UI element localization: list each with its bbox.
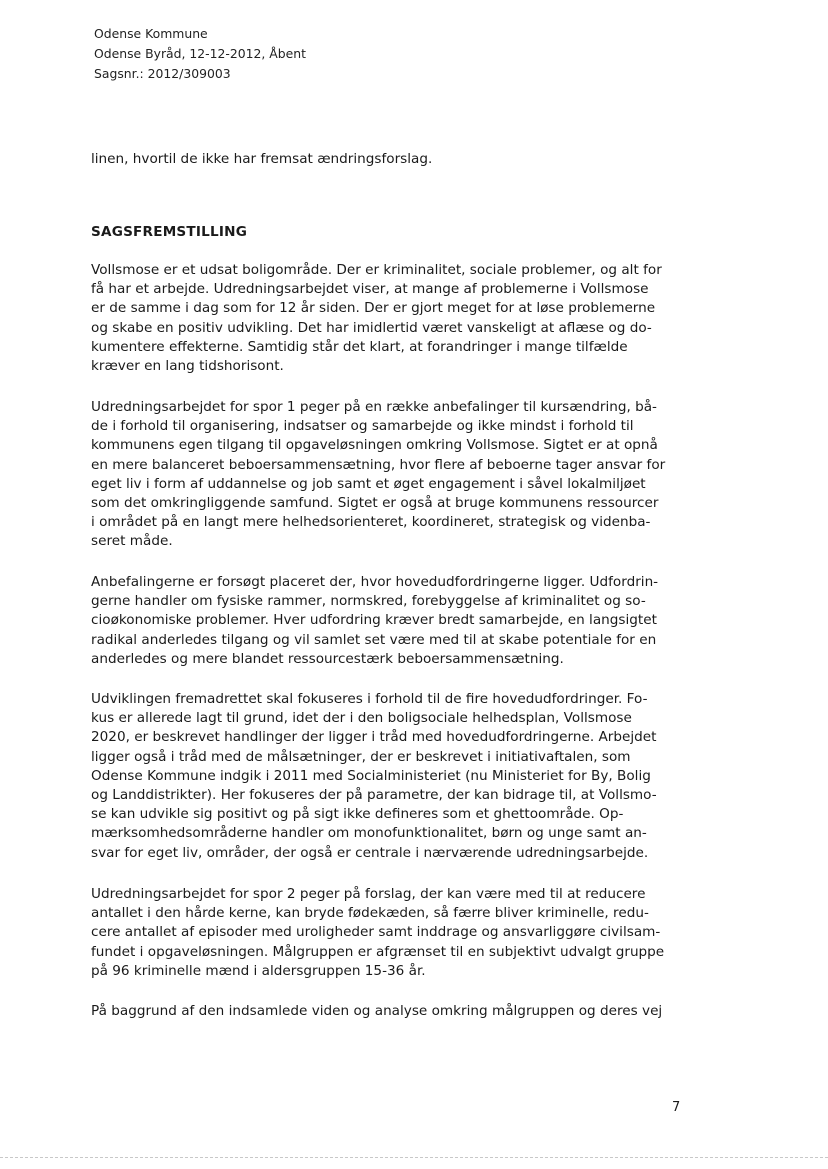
text-line: og skabe en positiv udvikling. Det har imidlertid været vanskeligt at aflæse og do- bbox=[91, 319, 652, 336]
text-line: kus er allerede lagt til grund, idet der i den boligsociale helhedsplan, Vollsmose bbox=[91, 710, 632, 727]
text-line: Anbefalingerne er forsøgt placeret der, hvor hovedudfordringerne ligger. Udfordrin- bbox=[91, 574, 659, 590]
text-line: cere antallet af episoder med uroligheder samt inddrage og ansvarliggøre civilsam- bbox=[91, 924, 661, 941]
text-line: og Landdistrikter). Her fokuseres der på parametre, der kan bidrage til, at Vollsmo- bbox=[91, 787, 657, 804]
text-line: kumentere effekterne. Samtidig står det klart, at forandringer i mange tilfælde bbox=[91, 338, 628, 355]
text-line: linen, hvortil de ikke har fremsat ændringsforslag. bbox=[91, 151, 433, 167]
text-line: Udredningsarbejdet for spor 2 peger på forslag, der kan være med til at reducere bbox=[91, 886, 646, 902]
text-line: se kan udvikle sig positivt og på sigt ikke defineres som et ghettoområde. Op- bbox=[91, 806, 624, 823]
header-municipality: Odense Kommune bbox=[94, 26, 208, 41]
text-line: Udredningsarbejdet for spor 1 peger på en række anbefalinger til kursændring, bå- bbox=[91, 399, 657, 415]
section-heading: SAGSFREMSTILLING bbox=[91, 224, 248, 240]
text-line: cioøkonomiske problemer. Hver udfordring kræver bredt samarbejde, en langsigtet bbox=[91, 612, 657, 629]
paragraph-4 bbox=[91, 690, 691, 863]
intro-line bbox=[91, 150, 691, 169]
text-line: fundet i opgaveløsningen. Målgruppen er afgrænset til en subjektivt udvalgt gruppe bbox=[91, 943, 665, 960]
page-number: 7 bbox=[672, 1100, 681, 1115]
text-line: mærksomhedsområderne handler om monofunktionalitet, børn og unge samt an- bbox=[91, 825, 647, 842]
page-edge-divider bbox=[0, 1157, 828, 1158]
text-line: seret måde. bbox=[91, 533, 173, 550]
text-line: en mere balanceret beboersammensætning, hvor flere af beboerne tager ansvar for bbox=[91, 456, 666, 473]
text-line: på 96 kriminelle mænd i aldersgruppen 15-36 år. bbox=[91, 962, 426, 979]
text-line: Vollsmose er et udsat boligområde. Der er kriminalitet, sociale problemer, og alt for bbox=[91, 262, 662, 278]
text-line: 2020, er beskrevet handlinger der ligger i tråd med hovedudfordringerne. Arbejdet bbox=[91, 729, 657, 746]
text-line: gerne handler om fysiske rammer, normskred, forebyggelse af kriminalitet og so- bbox=[91, 593, 646, 610]
text-line: kommunens egen tilgang til opgaveløsningen omkring Vollsmose. Sigtet er at opnå bbox=[91, 437, 658, 454]
text-line: Udviklingen fremadrettet skal fokuseres i forhold til de fire hovedudfordringer. Fo- bbox=[91, 691, 648, 707]
text-line: få har et arbejde. Udredningsarbejdet viser, at mange af problemerne i Vollsmose bbox=[91, 281, 649, 298]
paragraph-6 bbox=[91, 1002, 691, 1021]
text-line: ligger også i tråd med de målsætninger, der er beskrevet i initiativaftalen, som bbox=[91, 748, 631, 765]
text-line: er de samme i dag som for 12 år siden. Der er gjort meget for at løse problemerne bbox=[91, 300, 656, 317]
text-line: som det omkringliggende samfund. Sigtet er også at bruge kommunens ressourcer bbox=[91, 495, 659, 512]
text-line: de i forhold til organisering, indsatser og samarbejde og ikke mindst i forhold til bbox=[91, 418, 634, 435]
text-line: Odense Kommune indgik i 2011 med Socialministeriet (nu Ministeriet for By, Bolig bbox=[91, 767, 651, 784]
document-header bbox=[94, 24, 306, 84]
text-line: anderledes og mere blandet ressourcestærk beboersammensætning. bbox=[91, 650, 564, 667]
text-line: På baggrund af den indsamlede viden og analyse omkring målgruppen og deres vej bbox=[91, 1003, 663, 1019]
text-line: radikal anderledes tilgang og vil samlet set være med til at skabe potentiale for en bbox=[91, 631, 657, 648]
text-line: svar for eget liv, områder, der også er centrale i nærværende udredningsarbejde. bbox=[91, 844, 649, 861]
text-line: i området på en langt mere helhedsorienteret, koordineret, strategisk og videnba- bbox=[91, 514, 651, 531]
paragraph-5 bbox=[91, 885, 691, 981]
header-case-number: Sagsnr.: 2012/309003 bbox=[94, 66, 231, 81]
text-line: antallet i den hårde kerne, kan bryde fødekæden, så færre bliver kriminelle, redu- bbox=[91, 905, 649, 922]
text-line: kræver en lang tidshorisont. bbox=[91, 358, 284, 375]
paragraph-3 bbox=[91, 573, 691, 669]
text-line: eget liv i form af uddannelse og job samt et øget engagement i såvel lokalmiljøet bbox=[91, 475, 646, 492]
header-meeting: Odense Byråd, 12-12-2012, Åbent bbox=[94, 46, 306, 61]
paragraph-2 bbox=[91, 398, 691, 552]
paragraph-1 bbox=[91, 261, 691, 376]
